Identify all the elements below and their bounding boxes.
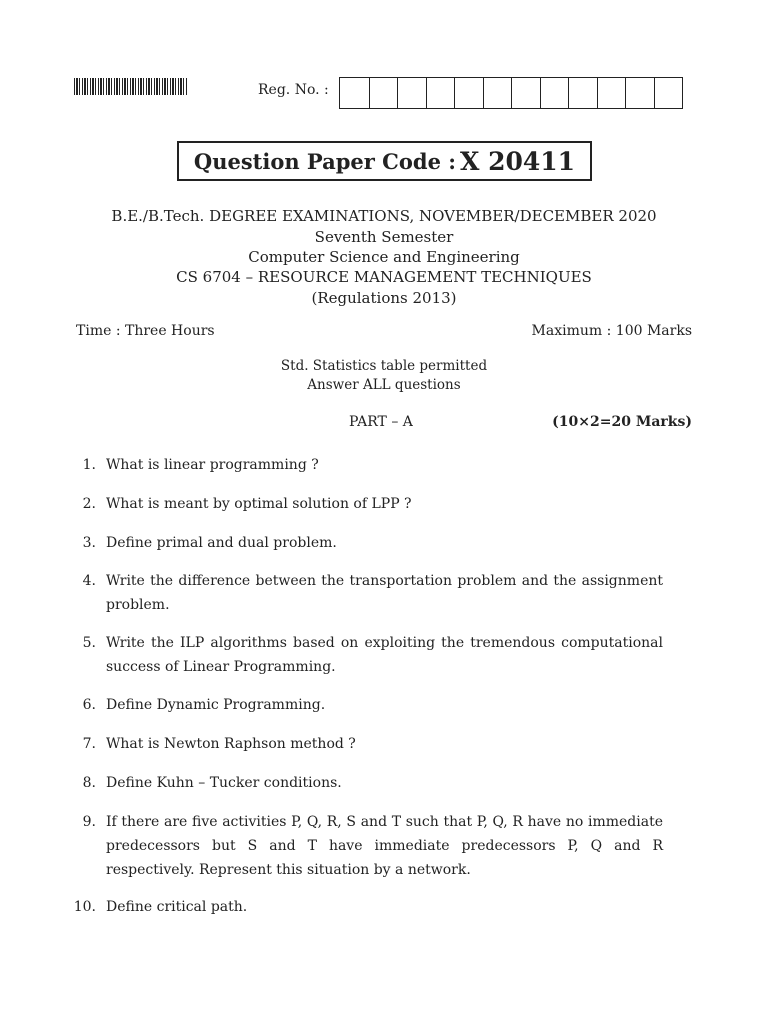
question-text: Define Kuhn – Tucker conditions. xyxy=(106,775,342,791)
question-text: Write the difference between the transportation problem and the assignment problem. xyxy=(106,573,663,613)
question-text: What is Newton Raphson method ? xyxy=(106,736,356,752)
question-item xyxy=(70,492,663,516)
question-number: 1. xyxy=(82,457,96,473)
instruction-statistics: Std. Statistics table permitted xyxy=(280,358,488,374)
part-heading: PART – A xyxy=(349,414,413,430)
barcode xyxy=(74,78,188,95)
question-item xyxy=(70,631,663,679)
question-item xyxy=(70,453,663,477)
reg-no-digit-box[interactable] xyxy=(340,78,369,108)
question-number: 3. xyxy=(82,535,96,551)
reg-no-boxes[interactable] xyxy=(339,77,683,109)
question-item xyxy=(70,732,663,756)
question-item xyxy=(70,810,663,882)
reg-no-digit-box[interactable] xyxy=(540,78,569,108)
question-number: 7. xyxy=(82,736,96,752)
question-number: 6. xyxy=(82,697,96,713)
question-text: What is meant by optimal solution of LPP ? xyxy=(106,496,412,512)
instruction-answer-all: Answer ALL questions xyxy=(307,377,461,393)
question-item xyxy=(70,693,663,717)
question-number: 4. xyxy=(82,573,96,589)
reg-no-label: Reg. No. : xyxy=(258,82,329,98)
question-text: If there are five activities P, Q, R, S and T such that P, Q, R have no immediate predecessors but S and T have immediate predecessors P, Q and R respectively. Represent this situation by a network. xyxy=(106,814,663,878)
reg-no-digit-box[interactable] xyxy=(654,78,683,108)
question-item xyxy=(70,771,663,795)
question-text: Define Dynamic Programming. xyxy=(106,697,326,713)
question-paper-code-label: Question Paper Code : xyxy=(193,148,456,174)
question-item xyxy=(70,895,663,919)
question-text: Write the ILP algorithms based on exploiting the tremendous computational success of Linear Programming. xyxy=(106,635,663,675)
question-paper-code: X 20411 xyxy=(460,146,576,176)
question-paper-code-box xyxy=(177,141,592,181)
reg-no-digit-box[interactable] xyxy=(568,78,597,108)
question-number: 5. xyxy=(82,635,96,651)
reg-no-digit-box[interactable] xyxy=(426,78,455,108)
time-label: Time : Three Hours xyxy=(76,323,215,339)
max-marks-label: Maximum : 100 Marks xyxy=(531,323,692,339)
question-text: What is linear programming ? xyxy=(106,457,319,473)
reg-no-digit-box[interactable] xyxy=(454,78,483,108)
semester: Seventh Semester xyxy=(314,228,454,246)
department: Computer Science and Engineering xyxy=(248,248,520,266)
reg-no-digit-box[interactable] xyxy=(483,78,512,108)
course-title: CS 6704 – RESOURCE MANAGEMENT TECHNIQUES xyxy=(176,268,592,286)
reg-no-digit-box[interactable] xyxy=(511,78,540,108)
question-number: 9. xyxy=(82,814,96,830)
exam-title: B.E./B.Tech. DEGREE EXAMINATIONS, NOVEMBER/DECEMBER 2020 xyxy=(111,207,657,225)
reg-no-digit-box[interactable] xyxy=(597,78,626,108)
question-number: 2. xyxy=(82,496,96,512)
question-text: Define primal and dual problem. xyxy=(106,535,337,551)
question-number: 8. xyxy=(82,775,96,791)
question-item xyxy=(70,569,663,617)
reg-no-digit-box[interactable] xyxy=(397,78,426,108)
part-marks: (10×2=20 Marks) xyxy=(552,414,692,430)
regulations: (Regulations 2013) xyxy=(311,289,457,307)
reg-no-digit-box[interactable] xyxy=(369,78,398,108)
question-item xyxy=(70,531,663,555)
question-text: Define critical path. xyxy=(106,899,248,915)
reg-no-digit-box[interactable] xyxy=(625,78,654,108)
question-number: 10. xyxy=(73,899,96,915)
